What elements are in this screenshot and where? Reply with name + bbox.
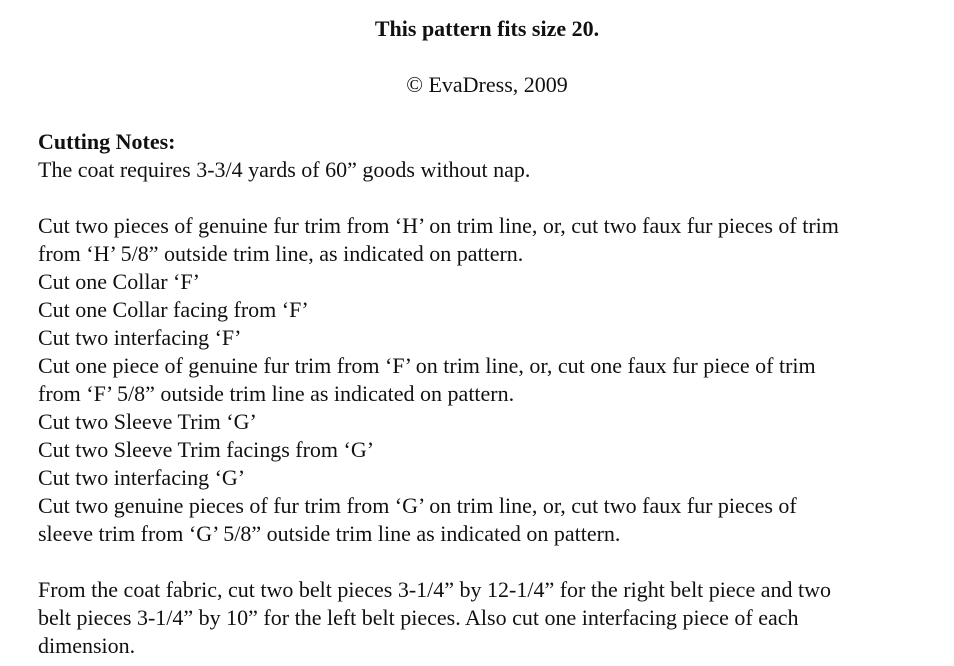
belt-instruction-line: belt pieces 3-1/4” by 10” for the left belt pieces. Also cut one interfacing piece of each: [38, 605, 799, 630]
cutting-instruction-line: Cut one Collar ‘F’: [38, 269, 200, 294]
cutting-instruction-line: Cut two interfacing ‘G’: [38, 465, 246, 490]
cutting-instructions-list: [38, 212, 938, 548]
cutting-instruction-line: Cut two Sleeve Trim facings from ‘G’: [38, 437, 375, 462]
cutting-instruction-line: Cut one piece of genuine fur trim from ‘F’ on trim line, or, cut one faux fur piece of trim: [38, 353, 816, 378]
copyright-notice: © EvaDress, 2009: [406, 72, 568, 97]
belt-instructions: [38, 576, 938, 660]
cutting-instruction-line: Cut one Collar facing from ‘F’: [38, 297, 309, 322]
yardage-requirement: The coat requires 3-3/4 yards of 60” goods without nap.: [38, 157, 531, 182]
belt-instruction-line: From the coat fabric, cut two belt pieces 3-1/4” by 12-1/4” for the right belt piece and two: [38, 577, 831, 602]
cutting-instruction-line: Cut two genuine pieces of fur trim from ‘G’ on trim line, or, cut two faux fur pieces of: [38, 493, 797, 518]
belt-instruction-line: dimension.: [38, 633, 136, 658]
paragraph-gap: [38, 548, 938, 576]
cutting-instruction-line: from ‘H’ 5/8” outside trim line, as indicated on pattern.: [38, 241, 524, 266]
cutting-instruction-line: sleeve trim from ‘G’ 5/8” outside trim line as indicated on pattern.: [38, 521, 621, 546]
cutting-instruction-line: Cut two Sleeve Trim ‘G’: [38, 409, 257, 434]
cutting-instruction-line: from ‘F’ 5/8” outside trim line as indicated on pattern.: [38, 381, 515, 406]
paragraph-gap: [38, 184, 938, 212]
cutting-instruction-line: Cut two interfacing ‘F’: [38, 325, 242, 350]
cutting-notes-heading: Cutting Notes:: [38, 129, 176, 154]
cutting-instruction-line: Cut two pieces of genuine fur trim from ‘H’ on trim line, or, cut two faux fur pieces of trim: [38, 213, 839, 238]
cutting-notes-section: [38, 128, 938, 660]
pattern-size-title: This pattern fits size 20.: [374, 16, 600, 41]
